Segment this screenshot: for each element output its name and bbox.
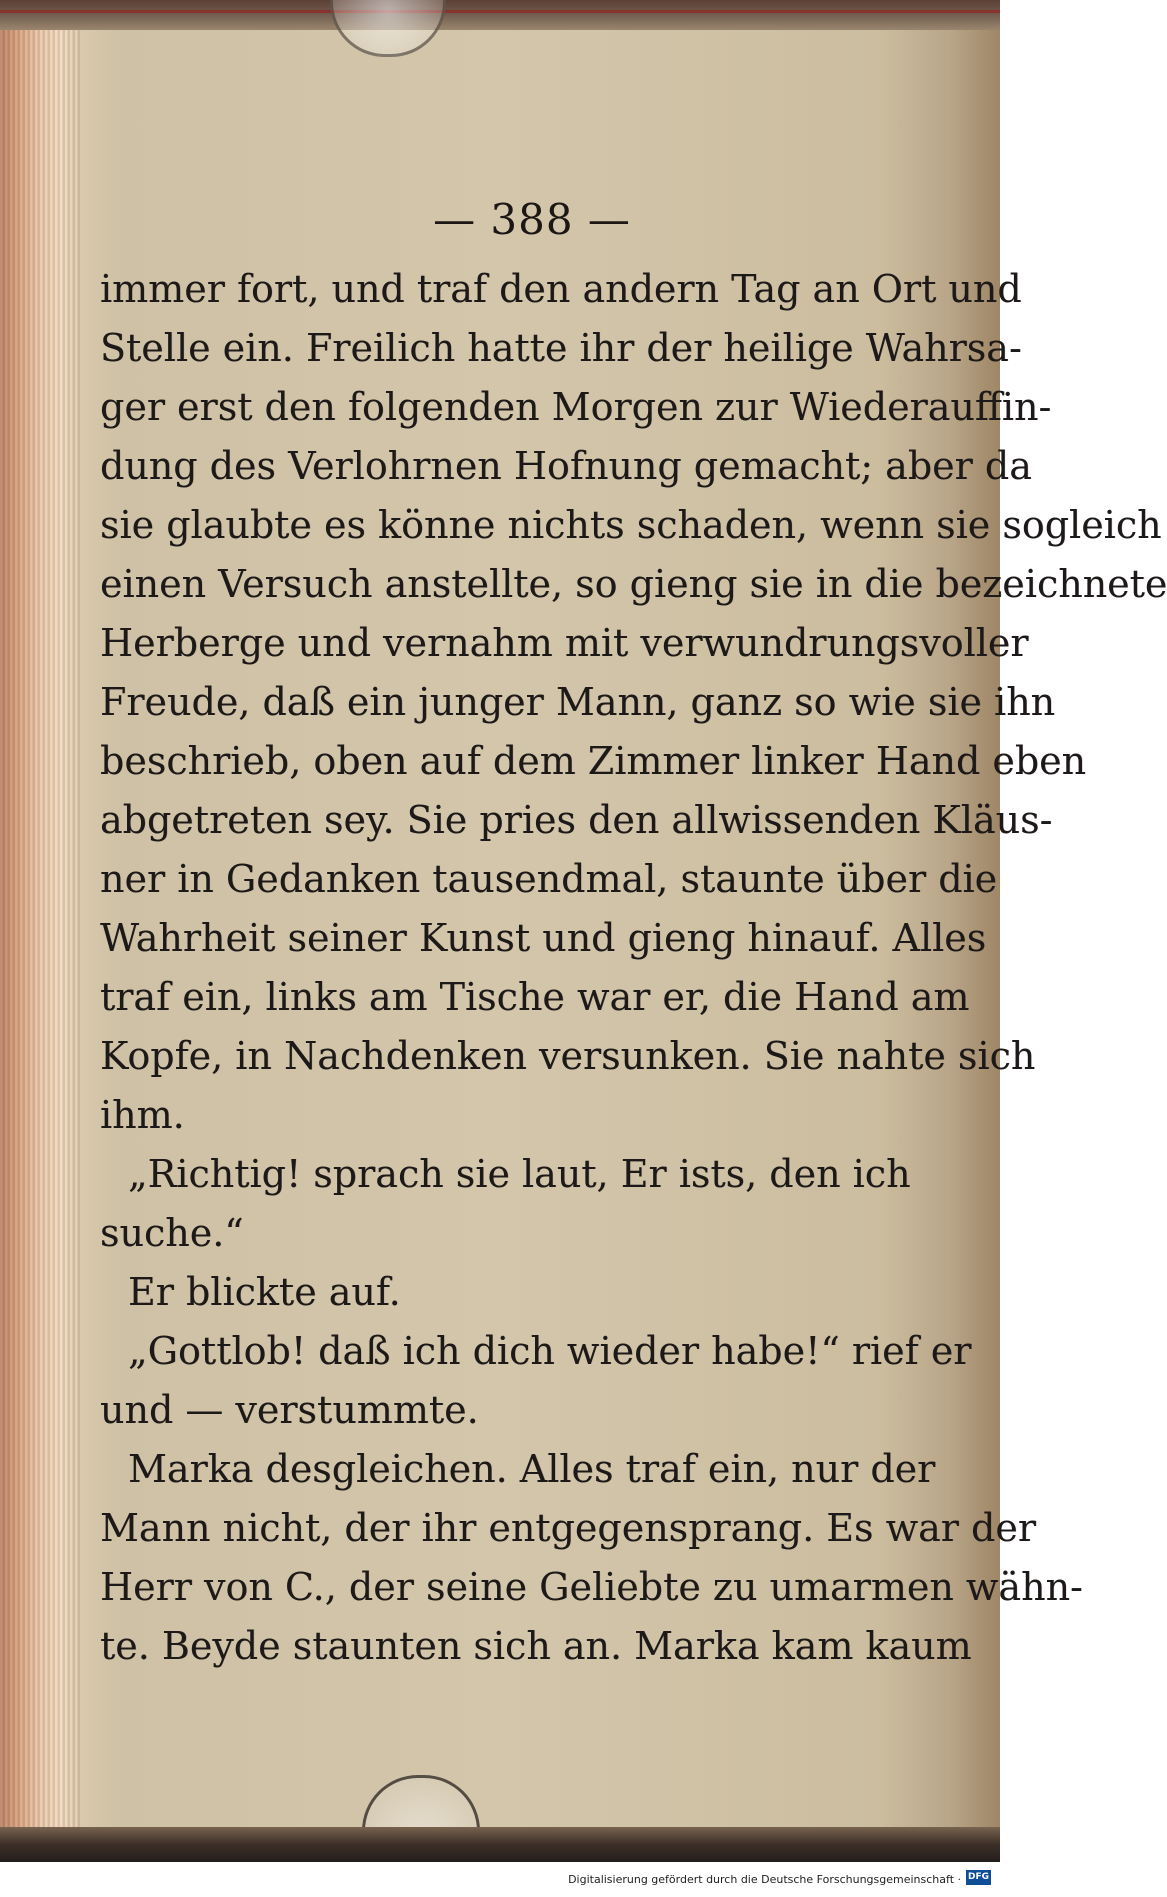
dfg-logo: DFG xyxy=(966,1870,991,1885)
text-line: suche.“ xyxy=(100,1211,244,1255)
text-line: beschrieb, oben auf dem Zimmer linker Hand eben xyxy=(100,739,1087,783)
text-line: traf ein, links am Tische war er, die Hand am xyxy=(100,975,970,1019)
text-line: Kopfe, in Nachdenken versunken. Sie nahte sich xyxy=(100,1034,1036,1078)
text-line: ihm. xyxy=(100,1093,185,1137)
text-line: ner in Gedanken tausendmal, staunte über die xyxy=(100,857,998,901)
text-line: Mann nicht, der ihr entgegensprang. Es war der xyxy=(100,1506,1036,1550)
digitization-footer xyxy=(0,1862,1000,1897)
text-line: sie glaubte es könne nichts schaden, wenn sie sogleich xyxy=(100,503,1162,547)
text-line: „Gottlob! daß ich dich wieder habe!“ rief er xyxy=(128,1329,972,1373)
text-line: dung des Verlohrnen Hofnung gemacht; aber da xyxy=(100,444,1032,488)
text-line: ger erst den folgenden Morgen zur Wiederauffin- xyxy=(100,385,1052,429)
bottom-page-edge xyxy=(0,1827,1000,1862)
top-page-edge xyxy=(0,0,1000,30)
body-text xyxy=(100,260,1167,1676)
left-page-fold xyxy=(0,30,80,1830)
text-line: Marka desgleichen. Alles traf ein, nur der xyxy=(128,1447,936,1491)
text-line: Herr von C., der seine Geliebte zu umarmen wähn- xyxy=(100,1565,1083,1609)
text-line: Freude, daß ein junger Mann, ganz so wie sie ihn xyxy=(100,680,1056,724)
text-line: Wahrheit seiner Kunst und gieng hinauf. Alles xyxy=(100,916,987,960)
text-line: immer fort, und traf den andern Tag an Ort und xyxy=(100,267,1022,311)
page-number: — 388 — xyxy=(433,195,631,244)
text-line: einen Versuch anstellte, so gieng sie in die bezeichnete xyxy=(100,562,1167,606)
text-line: Er blickte auf. xyxy=(128,1270,401,1314)
top-clip xyxy=(330,0,446,57)
text-line: te. Beyde staunten sich an. Marka kam kaum xyxy=(100,1624,972,1668)
text-line: „Richtig! sprach sie laut, Er ists, den ich xyxy=(128,1152,911,1196)
book-page xyxy=(70,50,1167,1830)
text-line: Herberge und vernahm mit verwundrungsvoller xyxy=(100,621,1029,665)
text-line: und — verstummte. xyxy=(100,1388,479,1432)
text-line: Stelle ein. Freilich hatte ihr der heilige Wahrsa- xyxy=(100,326,1022,370)
text-line: abgetreten sey. Sie pries den allwissenden Kläus- xyxy=(100,798,1053,842)
footer-credit: Digitalisierung gefördert durch die Deutsche Forschungsgemeinschaft · xyxy=(568,1873,961,1886)
